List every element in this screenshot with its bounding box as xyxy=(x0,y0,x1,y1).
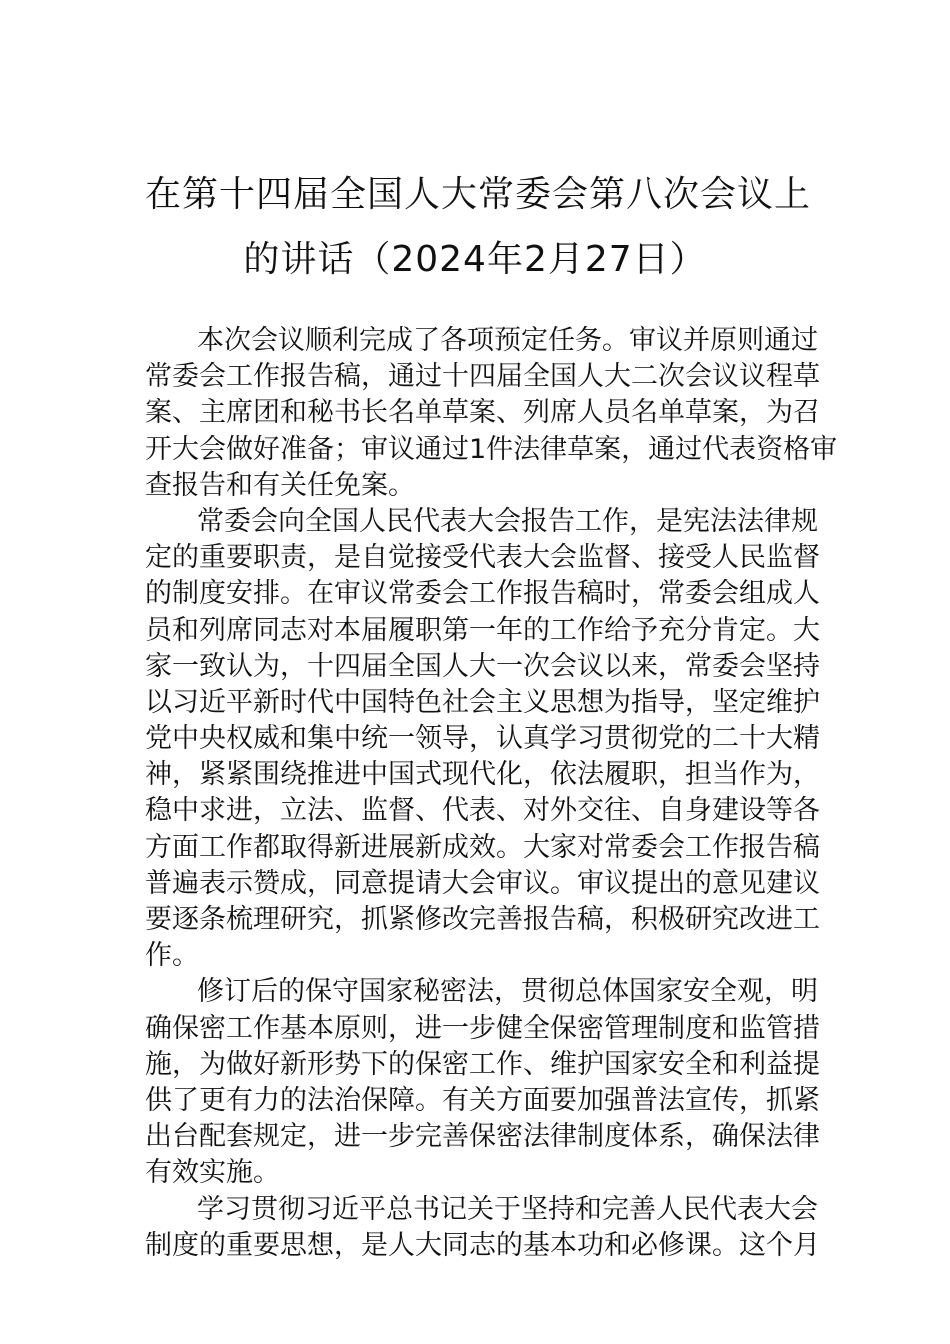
paragraph-line: 制度的重要思想，是人大同志的基本功和必修课。这个月 xyxy=(145,1229,820,1261)
paragraph-line: 方面工作都取得新进展新成效。大家对常委会工作报告稿 xyxy=(145,831,820,863)
paragraph-2 xyxy=(145,504,820,974)
paragraph-1 xyxy=(145,323,838,504)
paragraph-line: 案、主席团和秘书长名单草案、列席人员名单草案，为召 xyxy=(145,397,820,429)
paragraph-line: 供了更有力的法治保障。有关方面要加强普法宣传，抓紧 xyxy=(145,1084,820,1116)
document-title-line-2: 的讲话（2024年2月27日） xyxy=(243,239,707,280)
paragraph-line: 家一致认为，十四届全国人大一次会议以来，常委会坚持 xyxy=(145,650,820,682)
paragraph-line: 学习贯彻习近平总书记关于坚持和完善人民代表大会 xyxy=(197,1193,818,1225)
paragraph-line: 党中央权威和集中统一领导，认真学习贯彻党的二十大精 xyxy=(145,723,820,755)
paragraph-line: 普遍表示赞成，同意提请大会审议。审议提出的意见建议 xyxy=(145,867,820,899)
paragraph-line: 作。 xyxy=(145,940,199,972)
paragraph-line: 员和列席同志对本届履职第一年的工作给予充分肯定。大 xyxy=(145,614,820,646)
paragraph-line: 常委会向全国人民代表大会报告工作，是宪法法律规 xyxy=(197,505,818,537)
document-body xyxy=(145,323,838,1264)
paragraph-line: 出台配套规定，进一步完善保密法律制度体系，确保法律 xyxy=(145,1121,820,1153)
paragraph-line: 常委会工作报告稿，通过十四届全国人大二次会议议程草 xyxy=(145,361,820,393)
paragraph-line: 查报告和有关任免案。 xyxy=(145,469,415,501)
paragraph-line: 要逐条梳理研究，抓紧修改完善报告稿，积极研究改进工 xyxy=(145,904,820,935)
paragraph-line: 施，为做好新形势下的保密工作、维护国家安全和利益提 xyxy=(145,1048,820,1080)
paragraph-4 xyxy=(145,1192,820,1264)
paragraph-line: 开大会做好准备；审议通过1件法律草案，通过代表资格审 xyxy=(145,433,838,465)
paragraph-line: 确保密工作基本原则，进一步健全保密管理制度和监管措 xyxy=(145,1012,820,1044)
paragraph-3 xyxy=(145,974,820,1191)
paragraph-line: 以习近平新时代中国特色社会主义思想为指导，坚定维护 xyxy=(145,686,820,718)
paragraph-line: 本次会议顺利完成了各项预定任务。审议并原则通过 xyxy=(197,325,818,356)
paragraph-line: 有效实施。 xyxy=(145,1157,280,1189)
paragraph-line: 的制度安排。在审议常委会工作报告稿时，常委会组成人 xyxy=(145,578,820,610)
paragraph-line: 定的重要职责，是自觉接受代表大会监督、接受人民监督 xyxy=(145,542,820,574)
paragraph-line: 稳中求进，立法、监督、代表、对外交往、自身建设等各 xyxy=(145,795,820,827)
paragraph-line: 修订后的保守国家秘密法，贯彻总体国家安全观，明 xyxy=(197,976,818,1008)
paragraph-line: 神，紧紧围绕推进中国式现代化，依法履职，担当作为， xyxy=(145,759,820,791)
document-title-line-1: 在第十四届全国人大常委会第八次会议上 xyxy=(145,174,812,215)
